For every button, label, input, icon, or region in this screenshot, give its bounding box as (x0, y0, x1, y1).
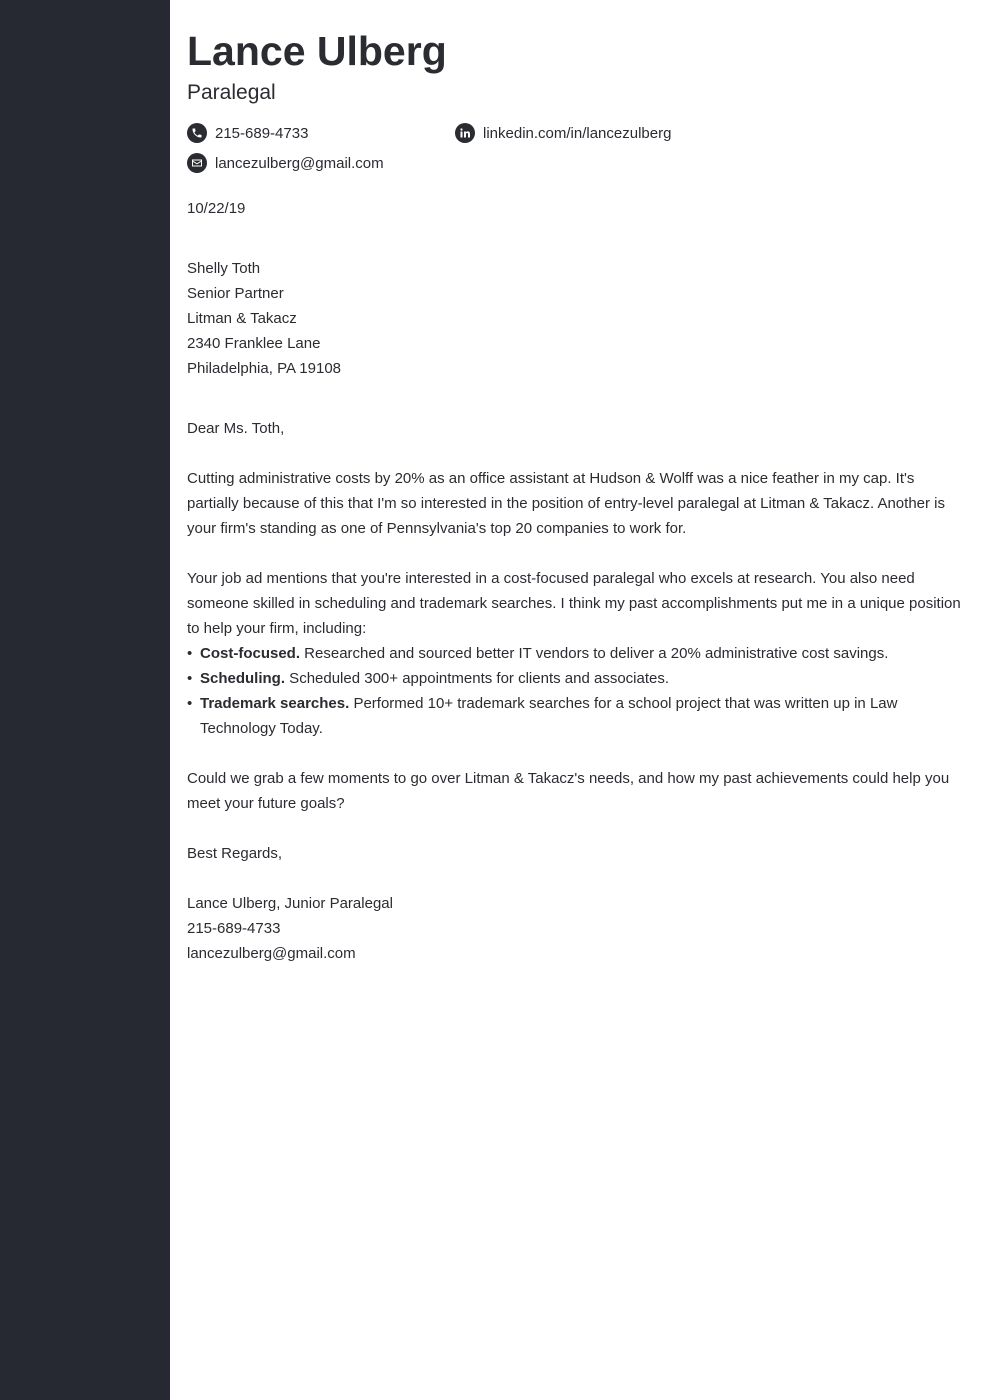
bullet-text: Scheduled 300+ appointments for clients and associates. (285, 670, 670, 687)
closing: Best Regards, (187, 845, 283, 862)
bullet-text: Researched and sourced better IT vendors to deliver a 20% administrative cost savings. (300, 645, 889, 662)
contact-email (187, 152, 384, 174)
contact-phone (187, 122, 308, 144)
achievement-list (187, 641, 962, 741)
list-item (187, 641, 962, 666)
left-sidebar (0, 0, 170, 1400)
phone-icon (187, 123, 207, 143)
bullet-marker: • (187, 645, 193, 662)
linkedin-icon (455, 123, 475, 143)
contact-linkedin (455, 122, 671, 144)
list-item (187, 666, 962, 691)
paragraph-3: Could we grab a few moments to go over Litman & Takacz's needs, and how my past achievements could help you meet your future goals? (187, 770, 950, 812)
recipient-city: Philadelphia, PA 19108 (187, 360, 342, 377)
list-item (187, 691, 962, 741)
bullet-text: Performed 10+ trademark searches for a school project that was written up in Law Technology Today. (200, 695, 898, 737)
contact-phone-text: 215-689-4733 (215, 124, 309, 142)
recipient-name: Shelly Toth (187, 260, 261, 277)
signature-email: lancezulberg@gmail.com (187, 945, 356, 962)
salutation: Dear Ms. Toth, (187, 420, 285, 437)
contact-email-text: lancezulberg@gmail.com (215, 154, 384, 172)
paragraph-1: Cutting administrative costs by 20% as an office assistant at Hudson & Wolff was a nice feather in my cap. It's partially because of this that I'm so interested in the position of entry-level paralegal at Litman & Takacz. Another is your firm's standing as one of Pennsylvania's top 20 companies to work for. (187, 470, 945, 537)
paragraph-2: Your job ad mentions that you're interested in a cost-focused paralegal who excels at research. You also need someone skilled in scheduling and trademark searches. I think my past accomplishments put me in a unique position to help your firm, including: (187, 570, 961, 637)
letter-date: 10/22/19 (187, 200, 246, 217)
recipient-street: 2340 Franklee Lane (187, 335, 321, 352)
bullet-label: Cost-focused. (200, 645, 301, 662)
bullet-marker: • (187, 695, 193, 712)
signature-name: Lance Ulberg, Junior Paralegal (187, 895, 393, 912)
bullet-marker: • (187, 670, 193, 687)
recipient-title: Senior Partner (187, 285, 284, 302)
signature-phone: 215-689-4733 (187, 920, 281, 937)
bullet-label: Scheduling. (200, 670, 286, 687)
applicant-title: Paralegal (187, 81, 276, 104)
email-icon (187, 153, 207, 173)
bullet-label: Trademark searches. (200, 695, 350, 712)
applicant-name: Lance Ulberg (187, 28, 447, 74)
recipient-block (187, 256, 962, 381)
signature-block (187, 891, 962, 966)
recipient-company: Litman & Takacz (187, 310, 297, 327)
contact-linkedin-text: linkedin.com/in/lancezulberg (483, 124, 672, 142)
letter-body (187, 196, 962, 966)
